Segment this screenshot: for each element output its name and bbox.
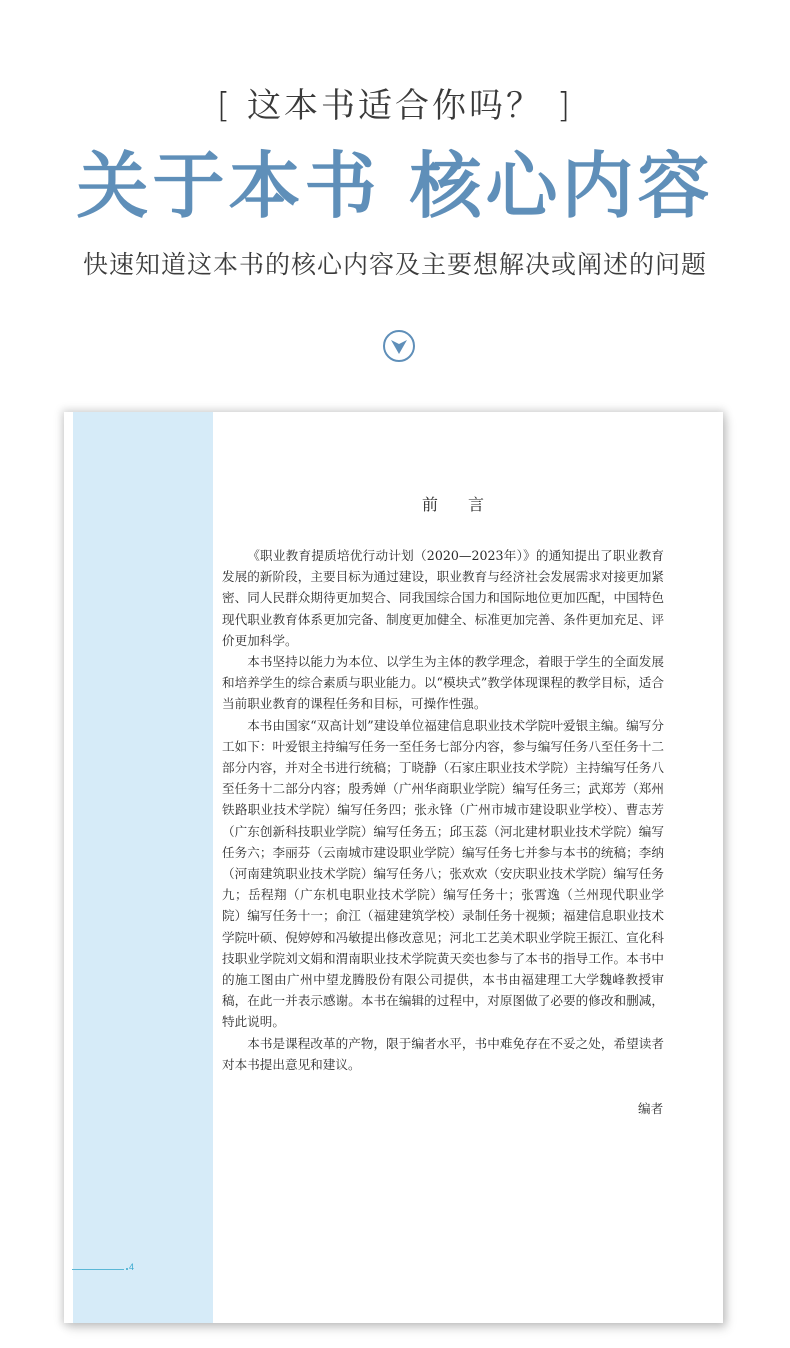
preface-heading-text: 前言: [421, 495, 514, 514]
preface-signature: 编者: [638, 1101, 664, 1116]
preface-paragraph: 《职业教育提质培优行动计划（2020—2023年）》的通知提出了职业教育发展的新阶段，主要目标为通过建设，职业教育与经济社会发展需求对接更加紧密、同人民群众期待更加契合、同我国综合国力和国际地位更加匹配，中国特色现代职业教育体系更加完备、制度更加健全、标准更加完善、条件更加充足、评价更加科学。: [222, 548, 664, 648]
section-kicker: [0, 78, 790, 127]
preface-heading: [213, 492, 723, 515]
page-number-dot: [126, 1268, 128, 1270]
kicker-text: 这本书适合你吗？: [247, 86, 543, 126]
preface-paragraph: 本书由国家“双高计划”建设单位福建信息职业技术学院叶爱银主编。编写分工如下：叶爱银主持编写任务一至任务七部分内容，参与编写任务八至任务十二部分内容，并对全书进行统稿；丁晓静（石家庄职业技术学院）主持编写任务八至任务十二部分内容；殷秀婵（广州华商职业学院）编写任务三；武郑芳（郑州铁路职业技术学院）编写任务四；张永锋（广州市城市建设职业学校）、曹志芳（广东创新科技职业学院）编写任务五；邱玉蕊（河北建材职业技术学院）编写任务六；李丽芬（云南城市建设职业学院）编写任务七并参与本书的统稿；李纳（河南建筑职业技术学院）编写任务八；张欢欢（安庆职业技术学院）编写任务九；岳程翔（广东机电职业技术学院）编写任务十；张霄逸（兰州现代职业学院）编写任务十一；俞江（福建建筑学校）录制任务十视频；福建信息职业技术学院叶硕、倪婷婷和冯敏提出修改意见；河北工艺美术职业学院王振江、宣化科技职业学院刘文娟和渭南职业技术学院黄天奕也参与了本书的指导工作。本书中的施工图由广州中望龙腾股份有限公司提供，本书由福建理工大学魏峰教授审稿，在此一并表示感谢。本书在编辑的过程中，对原图做了必要的修改和删减，特此说明。: [222, 717, 664, 1030]
page-number: 4: [129, 1262, 135, 1272]
page-margin-strip: [73, 412, 213, 1323]
preface-body: [222, 545, 664, 1075]
preface-paragraph: 本书是课程改革的产物，限于编者水平，书中难免存在不妥之处，希望读者对本书提出意见和建议。: [222, 1035, 664, 1072]
scroll-down-button[interactable]: [383, 330, 415, 362]
page-number-rule: [72, 1269, 124, 1270]
preface-paragraph: 本书坚持以能力为本位、以学生为主体的教学理念，着眼于学生的全面发展和培养学生的综合素质与职业能力。以“模块式”教学体现课程的教学目标，适合当前职业教育的课程任务和目标，可操作性强。: [222, 654, 664, 712]
section-subtitle: 快速知道这本书的核心内容及主要想解决或阐述的问题: [82, 250, 707, 279]
bracket-right: ]: [556, 86, 574, 126]
chevron-down-circle-icon: [390, 338, 408, 356]
section-title: 关于本书 核心内容: [76, 143, 714, 228]
book-page: [64, 412, 723, 1323]
bracket-left: [: [216, 86, 234, 126]
